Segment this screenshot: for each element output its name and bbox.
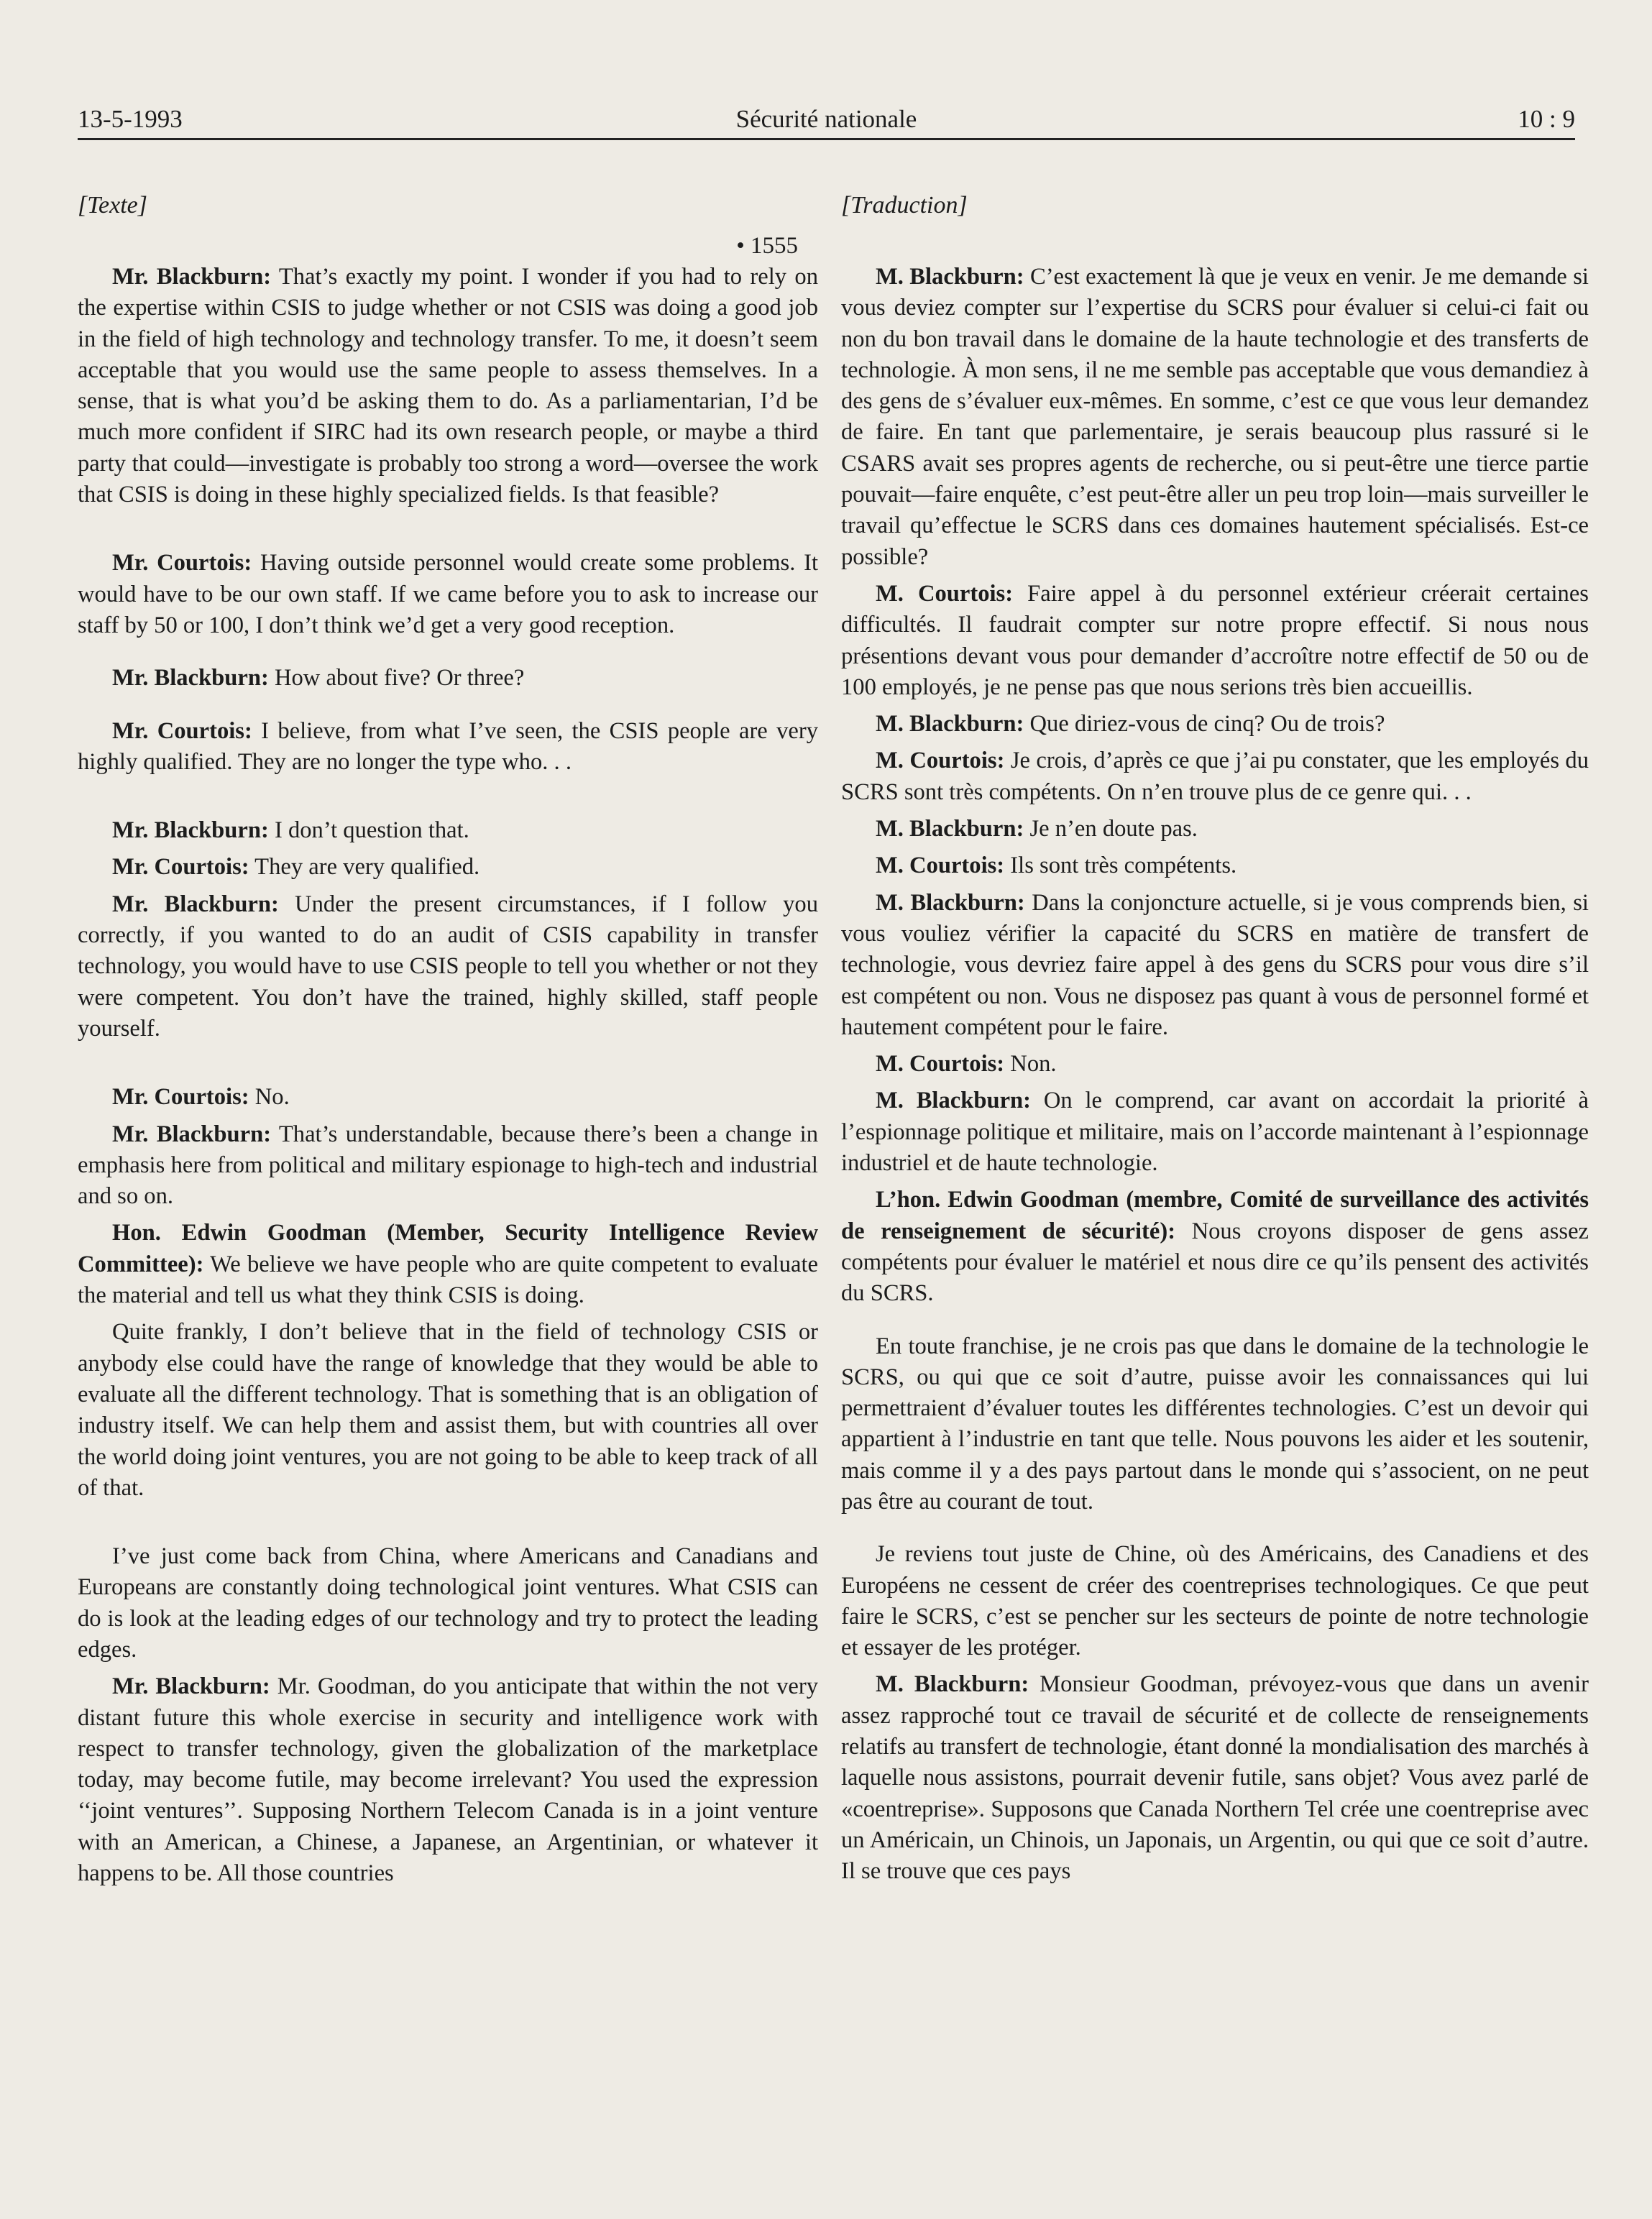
paragraph-gap bbox=[78, 694, 818, 716]
paragraph-text: I’ve just come back from China, where Americans and Canadians and Europeans are constantly doing technological joint ventures. What CSIS can do is look at the leading edges of our technology and try to protect the leading edges. bbox=[78, 1543, 818, 1663]
paragraph-gap bbox=[841, 1517, 1589, 1539]
speaker-name: Mr. Courtois: bbox=[112, 550, 252, 576]
speaker-name: Mr. Courtois: bbox=[112, 717, 252, 744]
speaker-name: L’hon. Edwin Goodman (membre, Comité de surveillance des activités de renseignement de sécurité): bbox=[841, 1187, 1589, 1244]
header-title: Sécurité nationale bbox=[735, 105, 917, 133]
column-label-traduction: [Traduction] bbox=[841, 192, 968, 219]
french-column bbox=[841, 188, 1589, 1888]
paragraph-gap bbox=[841, 845, 1589, 850]
transcript-paragraph bbox=[78, 889, 818, 1044]
transcript-paragraph bbox=[841, 888, 1589, 1043]
paragraph-text: They are very qualified. bbox=[249, 854, 480, 881]
paragraph-text: I believe, from what I’ve seen, the CSIS people are very highly qualified. They are no longer the type who. . . bbox=[78, 717, 818, 775]
time-mark-spacer bbox=[841, 230, 1589, 262]
english-column bbox=[78, 188, 818, 1889]
paragraph-text: Nous croyons disposer de gens assez compétents pour évaluer le matériel et nous dire ce qu’ils pensent des activités du SCRS. bbox=[841, 1218, 1589, 1307]
header-date: 13-5-1993 bbox=[78, 105, 183, 133]
paragraph-gap bbox=[78, 1212, 818, 1218]
paragraph-gap bbox=[841, 1043, 1589, 1049]
speaker-name: M. Courtois: bbox=[876, 853, 1005, 879]
paragraph-text: Je crois, d’après ce que j’ai pu constater, que les employés du SCRS sont très compétents. On n’en trouve plus de ce genre qui. . . bbox=[841, 748, 1589, 805]
paragraph-gap bbox=[78, 1666, 818, 1671]
paragraph-text: That’s understandable, because there’s been a change in emphasis here from political and military espionage to high-tech and industrial and so on. bbox=[78, 1121, 818, 1210]
transcript-paragraph bbox=[78, 716, 818, 778]
paragraph-text: We believe we have people who are quite competent to evaluate the material and tell us what they think CSIS is doing. bbox=[78, 1251, 818, 1309]
transcript-paragraph bbox=[841, 1049, 1589, 1080]
paragraph-gap bbox=[841, 740, 1589, 745]
transcript-paragraph bbox=[78, 1541, 818, 1666]
paragraph-text: Je n’en doute pas. bbox=[1024, 816, 1198, 842]
speaker-name: M. Blackburn: bbox=[876, 264, 1024, 290]
speaker-name: M. Blackburn: bbox=[876, 889, 1025, 916]
speaker-name: Hon. Edwin Goodman (Member, Security Intelligence Review Committee): bbox=[78, 1220, 818, 1277]
transcript-paragraph bbox=[78, 262, 818, 510]
transcript-paragraph bbox=[78, 1218, 818, 1311]
speaker-name: M. Blackburn: bbox=[876, 1088, 1032, 1114]
transcript-paragraph bbox=[78, 815, 818, 846]
transcript-paragraph bbox=[841, 1085, 1589, 1179]
transcript-paragraph bbox=[78, 1317, 818, 1504]
paragraph-text: I don’t question that. bbox=[268, 817, 469, 844]
speaker-name: Mr. Blackburn: bbox=[112, 891, 279, 917]
page-header bbox=[78, 101, 1575, 140]
paragraph-gap bbox=[78, 1311, 818, 1317]
paragraph-text: Under the present circumstances, if I follow you correctly, if you wanted to do an audit of CSIS capability in transfer technology, you would have to use CSIS people to tell you whether or not they were competent. You don’t have the trained, highly skilled, staff people yourself. bbox=[78, 891, 818, 1042]
transcript-paragraph bbox=[78, 1082, 818, 1113]
paragraph-text: On le comprend, car avant on accordait la priorité à l’espionnage politique et militaire, mais on l’accorde maintenant à l’espionnage industriel et de haute technologie. bbox=[841, 1088, 1589, 1177]
speaker-name: M. Blackburn: bbox=[876, 711, 1024, 738]
french-paragraphs bbox=[841, 262, 1589, 1888]
paragraph-text: C’est exactement là que je veux en venir. Je me demande si vous deviez compter sur l’expertise du SCRS pour évaluer si celui-ci fait ou non du bon travail dans le domaine de la haute technologie et des transferts de technologie. À mon sens, il ne me semble pas acceptable que vous demandiez à des gens de s’évaluer eux-mêmes. En somme, c’est ce que vous leur demandez de faire. En tant que parlementaire, je serais beaucoup plus rassuré si le CSARS avait ses propres agents de recherche, ou si peut-être une tierce partie pouvait—faire enquête, c’est peut-être aller un peu trop loin—mais surveiller le travail qu’effectue le SCRS dans ces domaines hautement spécialisés. Est-ce possible? bbox=[841, 264, 1589, 570]
transcript-paragraph bbox=[841, 1331, 1589, 1518]
english-paragraphs bbox=[78, 262, 818, 1889]
paragraph-gap bbox=[78, 641, 818, 663]
speaker-name: M. Courtois: bbox=[876, 748, 1005, 774]
speaker-name: M. Blackburn: bbox=[876, 816, 1024, 842]
paragraph-text: That’s exactly my point. I wonder if you had to rely on the expertise within CSIS to judge whether or not CSIS was doing a good job in the field of high technology and technology transfer. To me, it doesn’t seem acceptable that you would use the same people to assess themselves. In a sense, that is what you’d be asking them to do. As a parliamentarian, I’d be much more confident if SIRC had its own research people, or maybe a third party that could—investigate is probably too strong a word—oversee the work that CSIS is doing in these highly specialized fields. Is that feasible? bbox=[78, 264, 818, 508]
transcript-paragraph bbox=[78, 548, 818, 641]
paragraph-gap bbox=[78, 846, 818, 852]
paragraph-gap bbox=[78, 1504, 818, 1541]
paragraph-text: Que diriez-vous de cinq? Ou de trois? bbox=[1024, 711, 1385, 738]
speaker-name: Mr. Courtois: bbox=[112, 1084, 249, 1111]
header-page-number: 10 : 9 bbox=[1518, 105, 1575, 133]
time-mark: • 1555 bbox=[736, 233, 798, 259]
paragraph-gap bbox=[78, 778, 818, 815]
paragraph-text: Having outside personnel would create some problems. It would have to be our own staff. If we came before you to ask to increase our staff by 50 or 100, I don’t think we’d get a very good reception. bbox=[78, 550, 818, 638]
transcript-paragraph bbox=[841, 850, 1589, 881]
paragraph-gap bbox=[841, 882, 1589, 888]
paragraph-gap bbox=[78, 1044, 818, 1082]
speaker-name: M. Blackburn: bbox=[876, 1671, 1029, 1698]
speaker-name: Mr. Courtois: bbox=[112, 854, 249, 881]
transcript-paragraph bbox=[78, 1119, 818, 1213]
paragraph-text: Mr. Goodman, do you anticipate that within the not very distant future this whole exercise in security and intelligence work with respect to transfer technology, given the globalization of the marketplace today, may become futile, may become irrelevant? You used the expression ‘‘joint ventures’’. Supposing Northern Telecom Canada is in a joint venture with an American, a Chinese, a Japanese, an Argentinian, or whatever it happens to be. All those countries bbox=[78, 1673, 818, 1887]
transcript-paragraph bbox=[841, 262, 1589, 573]
paragraph-gap bbox=[78, 1113, 818, 1119]
transcript-paragraph bbox=[841, 814, 1589, 845]
speaker-name: Mr. Blackburn: bbox=[112, 264, 272, 290]
speaker-name: Mr. Blackburn: bbox=[112, 1121, 272, 1147]
paragraph-text: Ils sont très compétents. bbox=[1004, 853, 1237, 879]
transcript-paragraph bbox=[841, 1185, 1589, 1309]
paragraph-gap bbox=[841, 808, 1589, 814]
paragraph-text: En toute franchise, je ne crois pas que dans le domaine de la technologie le SCRS, ou qui que ce soit d’autre, puisse avoir les connaissances qui lui permettraient d’évaluer toutes les différentes technologies. C’est un devoir qui appartient à l’industrie en tant que telle. Nous pouvons les aider et les soutenir, mais comme il y a des pays partout dans le monde qui s’associent, on ne peut pas être au courant de tout. bbox=[841, 1333, 1589, 1515]
speaker-name: Mr. Blackburn: bbox=[112, 665, 269, 692]
column-label-texte: [Texte] bbox=[78, 192, 147, 219]
speaker-name: Mr. Blackburn: bbox=[112, 1673, 270, 1700]
paragraph-gap bbox=[841, 1179, 1589, 1185]
paragraph-gap bbox=[78, 883, 818, 889]
paragraph-gap bbox=[841, 573, 1589, 579]
paragraph-gap bbox=[841, 1663, 1589, 1669]
paragraph-gap bbox=[841, 1310, 1589, 1331]
paragraph-text: Dans la conjoncture actuelle, si je vous comprends bien, si vous vouliez vérifier la capacité du SCRS en matière de transfert de technologie, vous devriez faire appel à des gens du SCRS pour vous dire s’il est compétent ou non. Vous ne disposez pas quant à vous de personnel formé et hautement compétent pour le faire. bbox=[841, 889, 1589, 1040]
transcript-paragraph bbox=[841, 745, 1589, 808]
speaker-name: M. Courtois: bbox=[876, 580, 1014, 607]
transcript-paragraph bbox=[78, 1671, 818, 1889]
paragraph-text: Monsieur Goodman, prévoyez-vous que dans un avenir assez rapproché tout ce travail de sécurité et de collecte de renseignements relatifs au transfert de technologie, étant donné la mondialisation des marchés à laquelle nous assistons, pourrait devenir futile, sans objet? Vous avez parlé de «coentreprise». Supposons que Canada Northern Tel crée une coentreprise avec un Américain, un Chinois, un Japonais, un Argentin, ou qui que ce soit d’autre. Il se trouve que ces pays bbox=[841, 1671, 1589, 1885]
transcript-paragraph bbox=[841, 579, 1589, 703]
speaker-name: M. Courtois: bbox=[876, 1051, 1005, 1078]
paragraph-text: No. bbox=[249, 1084, 290, 1111]
speaker-name: Mr. Blackburn: bbox=[112, 817, 269, 844]
paragraph-text: How about five? Or three? bbox=[268, 665, 525, 692]
transcript-paragraph bbox=[78, 663, 818, 694]
paragraph-text: Non. bbox=[1004, 1051, 1057, 1078]
paragraph-text: Faire appel à du personnel extérieur créerait certaines difficultés. Il faudrait compter sur notre propre effectif. Si nous nous présentions devant vous pour demander d’accroître notre effectif de 50 ou de 100 employés, je ne pense pas que nous serions très bien accueillis. bbox=[841, 580, 1589, 700]
transcript-paragraph bbox=[841, 1539, 1589, 1663]
transcript-paragraph bbox=[841, 709, 1589, 740]
paragraph-gap bbox=[841, 1080, 1589, 1085]
paragraph-text: Quite frankly, I don’t believe that in the field of technology CSIS or anybody else could have the range of knowledge that they would be able to evaluate all the different technology. That is something that is an obligation of industry itself. We can help them and assist them, but with countries all over the world doing joint ventures, you are not going to be able to keep track of all of that. bbox=[78, 1319, 818, 1501]
paragraph-gap bbox=[841, 703, 1589, 709]
transcript-paragraph bbox=[841, 1669, 1589, 1887]
paragraph-text: Je reviens tout juste de Chine, où des Américains, des Canadiens et des Européens ne cessent de créer des coentreprises technologiques. Ce que peut faire le SCRS, c’est se pencher sur les secteurs de pointe de notre technologie et essayer de les protéger. bbox=[841, 1541, 1589, 1661]
transcript-paragraph bbox=[78, 852, 818, 883]
paragraph-gap bbox=[78, 510, 818, 548]
